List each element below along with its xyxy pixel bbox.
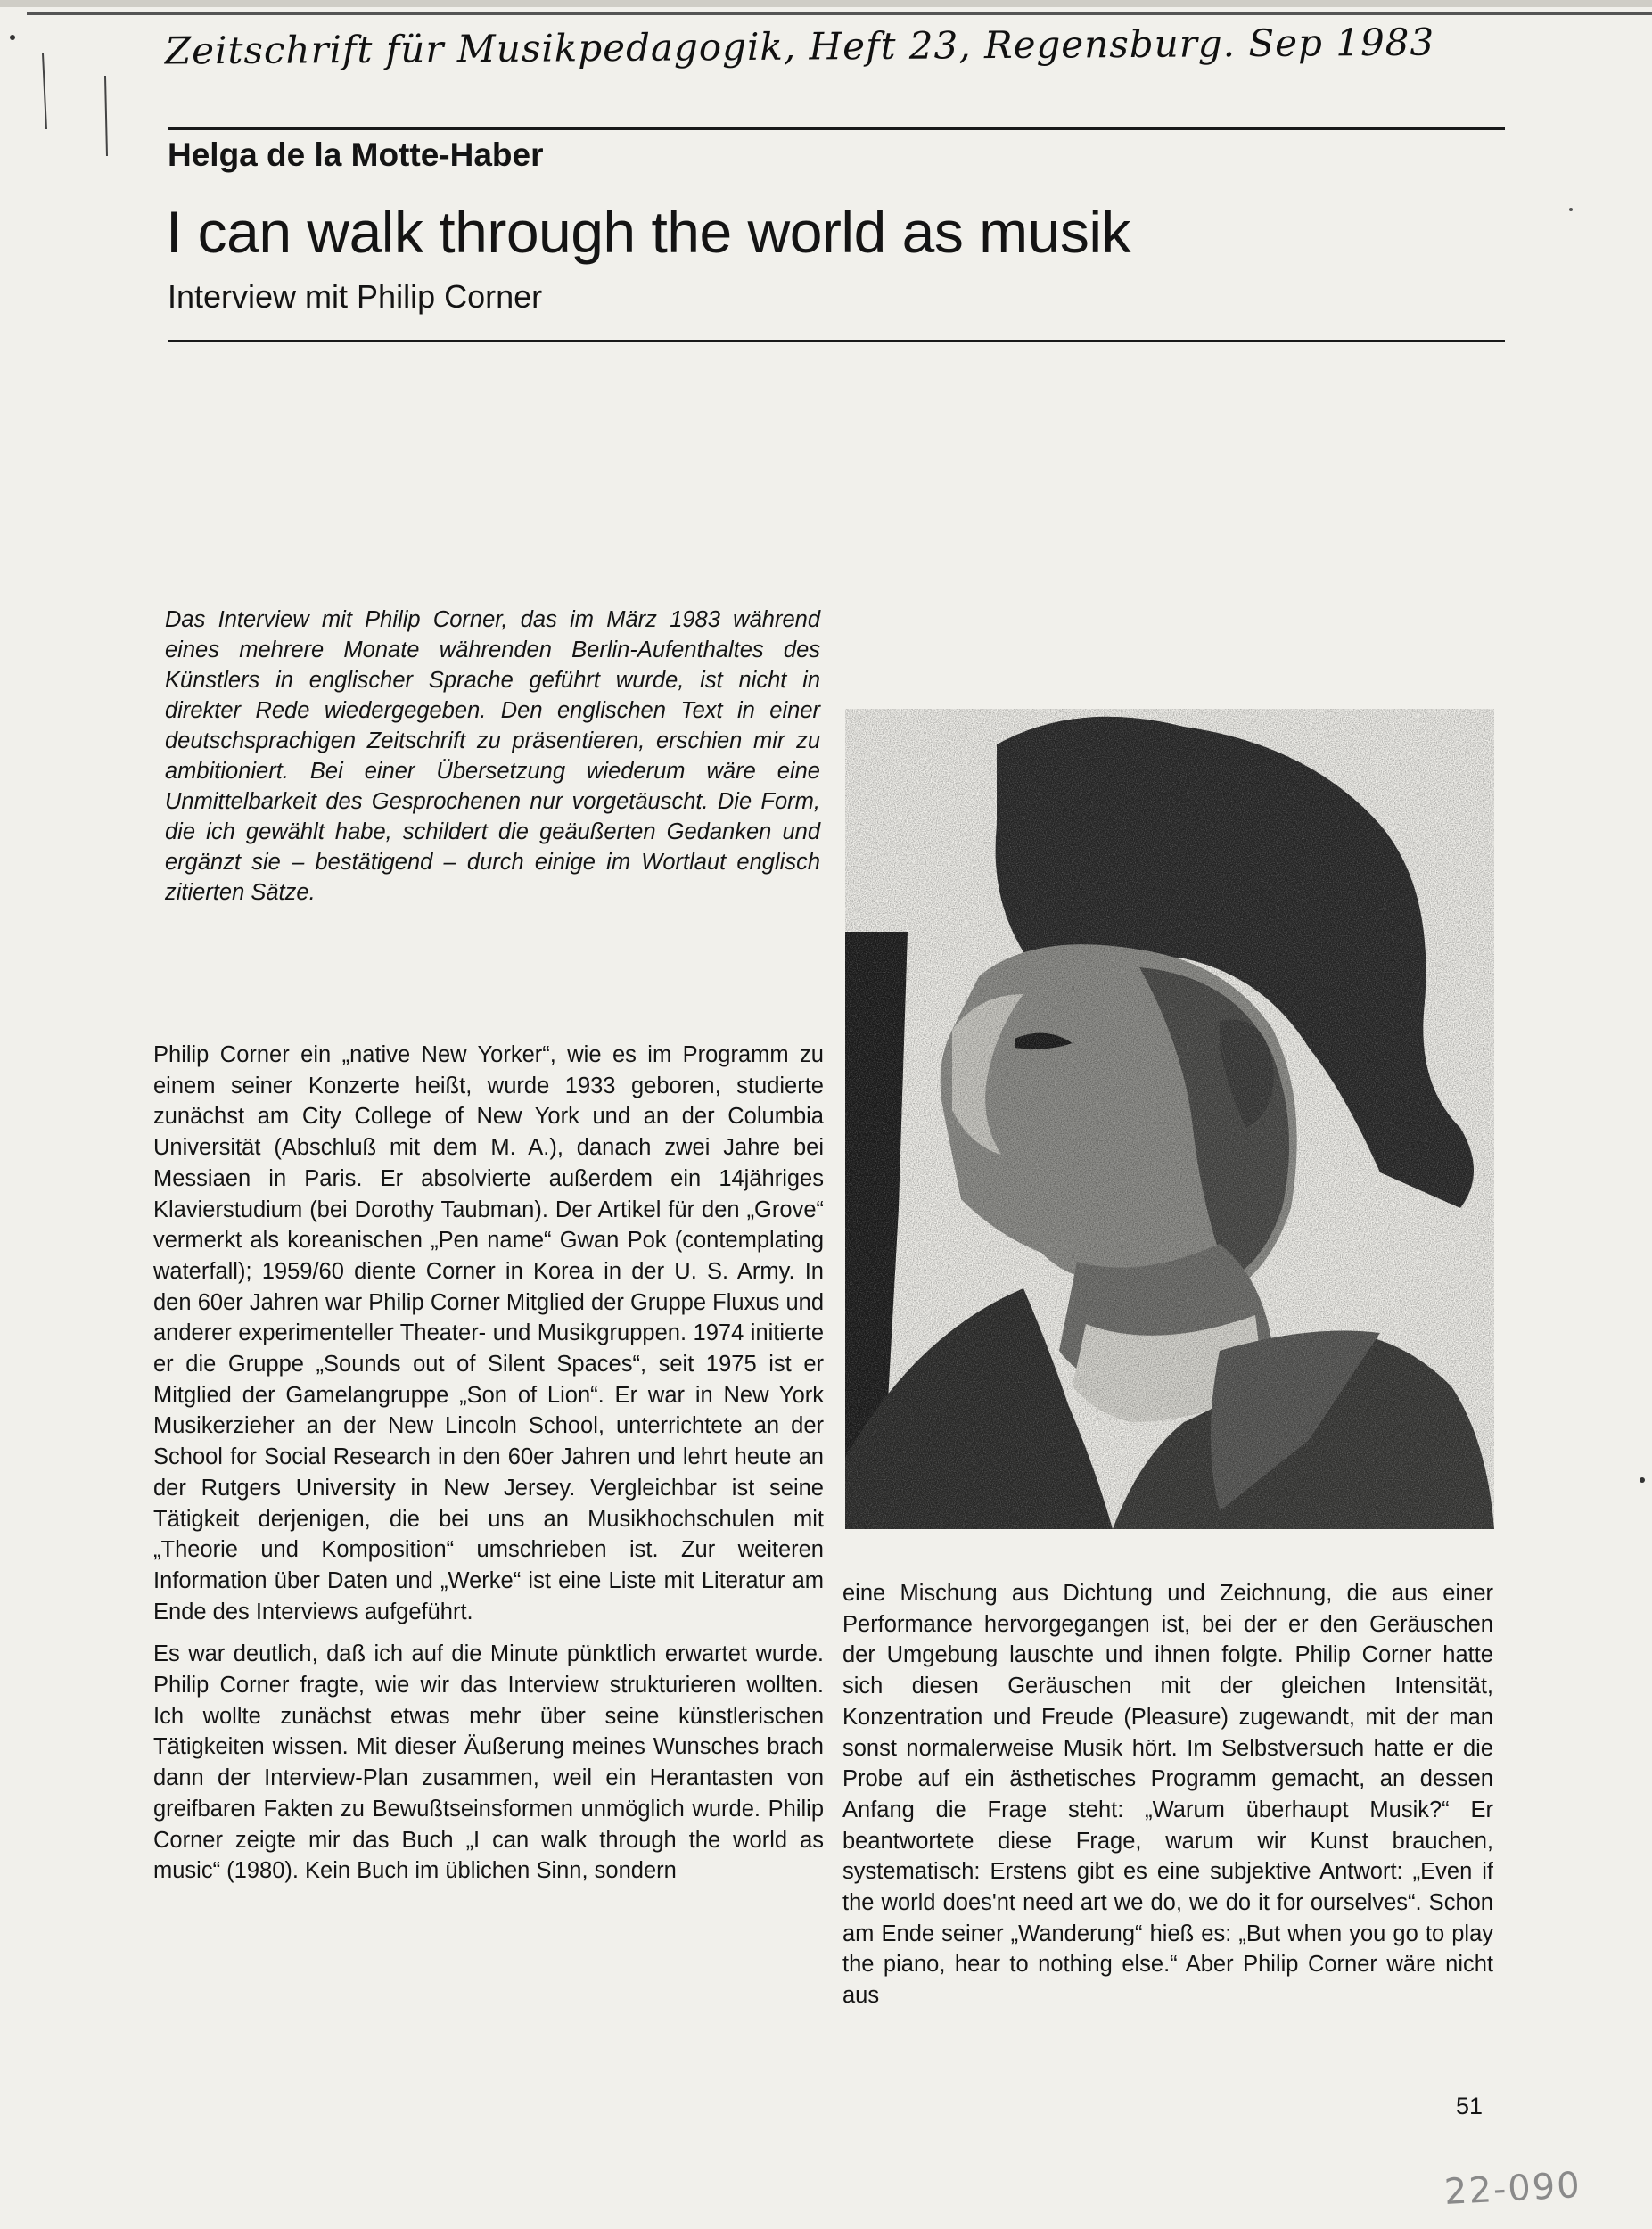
handwritten-source-note: Zeitschrift für Musikpedagogik, Heft 23, Regensburg. Sep 1983 (164, 20, 1435, 73)
paper-top-edge (0, 0, 1652, 7)
article-author: Helga de la Motte-Haber (168, 136, 544, 173)
header-rule-top (168, 127, 1505, 130)
intro-paragraph: Das Interview mit Philip Corner, das im März 1983 während eines mehrere Monate währenden Berlin-Aufenthaltes des Künstlers in englischer Sprache geführt wurde, ist nicht in direkter Rede wiedergegeben. Den englischen Text in einer deutschsprachigen Zeitschrift zu präsentieren, erschien mir zu ambitioniert. Bei einer Übersetzung wiederum wäre eine Unmittelbarkeit des Gesprochenen nur vorgetäuscht. Die Form, die ich gewählt habe, schildert die geäußerten Gedanken und ergänzt sie – bestätigend – durch einige im Wortlaut englisch zitierten Sätze. (165, 607, 820, 905)
header-rule-bottom (168, 340, 1505, 342)
page-number: 51 (1456, 2093, 1484, 2119)
body-paragraph-1: Philip Corner ein „native New Yorker“, wie es im Programm zu einem seiner Konzerte heißt, wurde 1933 geboren, studierte zunächst am City College of New York und an der Columbia Universität (Abschluß mit dem M. A.), danach zwei Jahre bei Messiaen in Paris. Er absolvierte außerdem ein 14jähriges Klavierstudium (bei Dorothy Taubman). Der Artikel für den „Grove“ vermerkt als koreanischen „Pen name“ Gwan Pok (contemplating waterfall); 1959/60 diente Corner in Korea in der U. S. Army. In den 60er Jahren war Philip Corner Mitglied der Gruppe Fluxus und anderer experimenteller Theater- und Musikgruppen. 1974 initierte er die Gruppe „Sounds out of Silent Spaces“, seit 1975 ist er Mitglied der Gamelangruppe „Son of Lion“. Er war in New York Musikerzieher an der New Lincoln School, unterrichtete an der School for Social Research in den 60er Jahren und lehrt heute an der Rutgers University in New Jersey. Vergleichbar ist seine Tätigkeit derjenigen, die bei uns an Musikhochschulen mit „Theorie und Komposition“ umschrieben ist. Zur weiteren Information über Daten und „Werke“ ist eine Liste mit Literatur am Ende des Interviews aufgeführt. (153, 1042, 824, 1624)
body-paragraph-2: Es war deutlich, daß ich auf die Minute pünktlich erwartet wurde. Philip Corner fragte, wie wir das Interview strukturieren wollten. Ich wollte zunächst etwas mehr über seine künstlerischen Tätigkeiten wissen. Mit dieser Äußerung meines Wunsches brach dann der Interview-Plan zusammen, weil ein Herantasten von greifbaren Fakten zu Bewußtseinsformen unmöglich wurde. Philip Corner zeigte mir das Buch „I can walk through the world as music“ (1980). Kein Buch im üblichen Sinn, sondern (153, 1641, 824, 1884)
archive-number: 22-090 (1442, 2165, 1582, 2213)
paper-top-rule (27, 12, 1652, 15)
article-subtitle: Interview mit Philip Corner (168, 278, 543, 315)
portrait-photo (845, 709, 1494, 1529)
body-column-left (153, 1040, 824, 1898)
article-title: I can walk through the world as musik (166, 199, 1131, 265)
body-column-right: eine Mischung aus Dichtung und Zeichnung, die aus einer Performance hervorgegangen ist, bei der er den Geräuschen der Umgebung lauschte und ihnen folgte. Philip Corner hatte sich diesen Geräuschen mit der gleichen Intensität, Konzentration und Freude (Pleasure) zugewandt, mit der man sonst normalerweise Musik hört. Im Selbstversuch hatte er die Probe auf ein ästhetisches Programm gemacht, an dessen Anfang die Frage steht: „Warum überhaupt Musik?“ Er beantwortete diese Frage, warum wir Kunst brauchen, systematisch: Erstens gibt es eine subjektive Antwort: „Even if the world does'nt need art we do, we do it for ourselves“. Schon am Ende seiner „Wanderung“ hieß es: „But when you go to play the piano, hear to nothing else.“ Aber Philip Corner wäre nicht aus (842, 1581, 1493, 2009)
